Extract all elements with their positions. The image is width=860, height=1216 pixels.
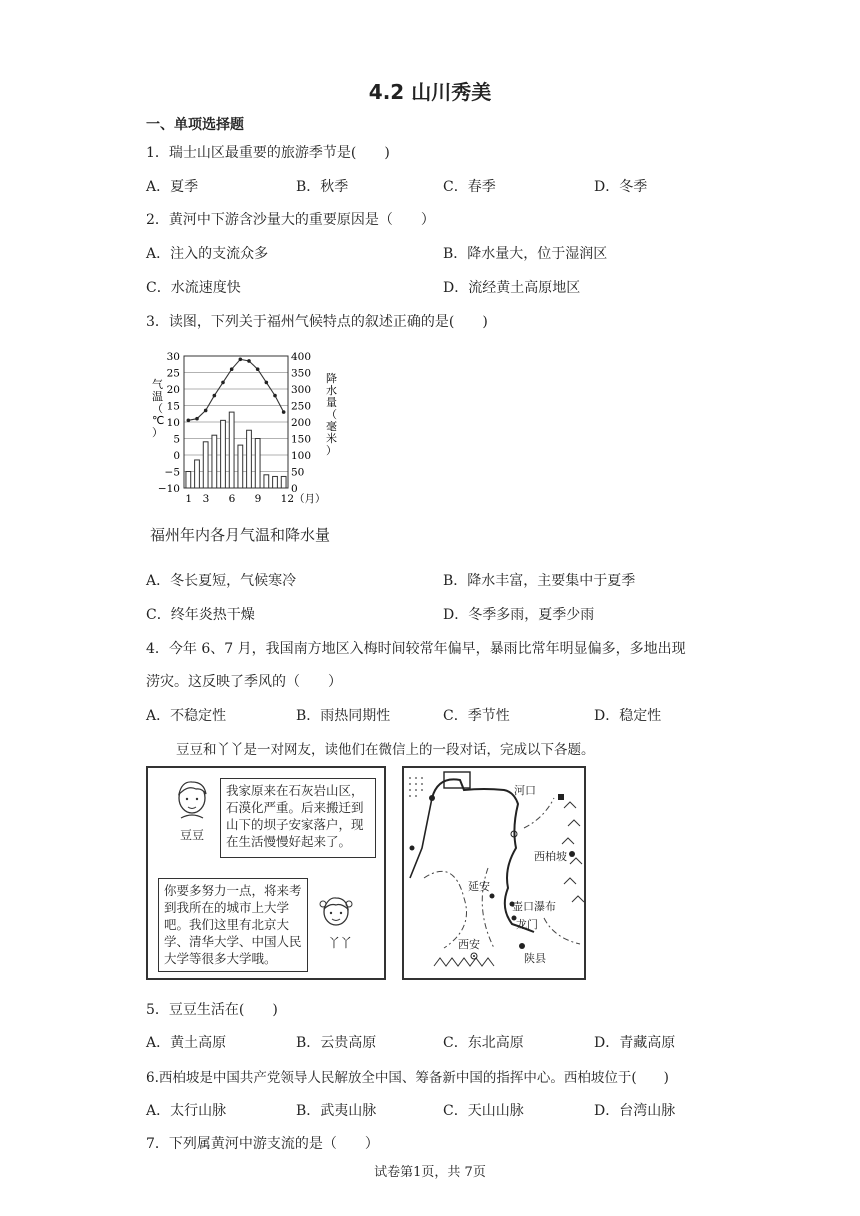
- y-tick-left: −5: [164, 466, 180, 479]
- q5-option-b: B．云贵高原: [296, 1035, 377, 1051]
- temperature-point: [204, 409, 208, 413]
- q2-option-a: A．注入的支流众多: [146, 246, 269, 262]
- q1-option-d: D．冬季: [594, 179, 648, 195]
- y-tick-right: 250: [291, 400, 312, 413]
- y-tick-right: 0: [291, 483, 298, 495]
- temperature-point: [195, 417, 199, 421]
- precipitation-bar: [247, 430, 252, 488]
- question-3: 3．读图，下列关于福州气候特点的叙述正确的是( ): [146, 314, 488, 330]
- q3-option-a: A．冬长夏短，气候寒冷: [146, 573, 297, 589]
- q1-option-a: A．夏季: [146, 179, 199, 195]
- question-6: 6.西柏坡是中国共产党领导人民解放全中国、筹备新中国的指挥中心。西柏坡位于( ): [146, 1070, 669, 1086]
- q2-option-d: D．流经黄土高原地区: [443, 280, 581, 296]
- precipitation-bar: [186, 472, 191, 489]
- yaya-speech: 你要多努力一点，将来考到我所在的城市上大学吧。我们这里有北京大学、清华大学、中国人民大学等很多大学哦。: [158, 878, 308, 972]
- map-label-hekou: 河口: [514, 784, 536, 797]
- temperature-point: [221, 381, 225, 385]
- temperature-point: [230, 367, 234, 371]
- page-footer: 试卷第1页，共 7页: [374, 1165, 486, 1180]
- map-label-longmen: 龙门: [516, 918, 538, 931]
- y-tick-left: 5: [173, 433, 180, 446]
- q6-option-a: A．太行山脉: [146, 1103, 227, 1119]
- precipitation-bar: [273, 476, 278, 488]
- precipitation-bar: [281, 476, 286, 488]
- map-label-xian: 西安: [458, 938, 480, 951]
- q3-option-b: B．降水丰富，主要集中于夏季: [443, 573, 636, 589]
- x-tick-label: 12（月）: [280, 493, 326, 505]
- y-tick-left: 25: [166, 367, 180, 380]
- map-label-hukou-falls: 壶口瀑布: [512, 900, 556, 913]
- x-tick-label: 1: [185, 493, 193, 505]
- q1-option-b: B．秋季: [296, 179, 349, 195]
- temperature-line: [188, 359, 283, 420]
- precipitation-bar: [229, 412, 234, 488]
- precipitation-bar: [255, 439, 260, 489]
- q4-option-d: D．稳定性: [594, 708, 662, 724]
- yaya-avatar: [316, 892, 356, 932]
- question-5: 5．豆豆生活在( ): [146, 1002, 278, 1018]
- q6-option-c: C．天山山脉: [443, 1103, 524, 1119]
- q6-option-b: B．武夷山脉: [296, 1103, 377, 1119]
- question-2: 2．黄河中下游含沙量大的重要原因是（ ）: [146, 212, 435, 228]
- y-tick-left: 0: [173, 450, 180, 462]
- q5-option-d: D．青藏高原: [594, 1035, 676, 1051]
- y-tick-right: 100: [291, 450, 312, 462]
- q4-option-a: A．不稳定性: [146, 708, 227, 724]
- doudou-name: 豆豆: [180, 828, 205, 842]
- q5-option-a: A．黄土高原: [146, 1035, 227, 1051]
- temperature-point: [239, 358, 243, 362]
- y-tick-right: 150: [291, 433, 312, 446]
- section-heading: 一、单项选择题: [146, 117, 244, 133]
- temperature-point: [213, 394, 217, 398]
- precipitation-bar: [238, 445, 243, 488]
- yaya-name: 丫丫: [328, 936, 353, 950]
- temperature-point: [187, 419, 191, 423]
- y-tick-left: −10: [157, 483, 180, 495]
- precipitation-bar: [212, 435, 217, 488]
- precipitation-bar: [221, 420, 226, 488]
- region-map: [402, 766, 586, 980]
- map-label-xibaipo: 西柏坡: [534, 850, 567, 863]
- y-tick-right: 50: [291, 466, 305, 479]
- q4-option-b: B．雨热同期性: [296, 708, 391, 724]
- chart-title: 福州年内各月气温和降水量: [150, 526, 331, 544]
- page-title: 4.2 山川秀美: [368, 80, 492, 104]
- comic-panel: [146, 766, 386, 980]
- question-4-line-2: 涝灾。这反映了季风的（ ）: [146, 674, 342, 690]
- temperature-point: [273, 394, 277, 398]
- map-label-shanxian: 陕县: [524, 952, 546, 965]
- y-tick-left: 20: [166, 384, 180, 396]
- y-axis-label-left: 气温（℃）: [152, 378, 165, 439]
- y-tick-right: 350: [291, 367, 312, 380]
- question-1: 1．瑞士山区最重要的旅游季节是( ): [146, 145, 390, 161]
- question-4-line-1: 4．今年 6、7 月，我国南方地区入梅时间较常年偏早，暴雨比常年明显偏多，多地出现: [146, 641, 686, 657]
- q3-option-d: D．冬季多雨，夏季少雨: [443, 607, 595, 623]
- doudou-avatar: [172, 778, 212, 822]
- temperature-point: [247, 359, 251, 363]
- intro-text: 豆豆和丫丫是一对网友，读他们在微信上的一段对话，完成以下各题。: [176, 742, 595, 758]
- precipitation-bar: [264, 475, 269, 488]
- precipitation-bar: [203, 442, 208, 488]
- q4-option-c: C．季节性: [443, 708, 510, 724]
- y-tick-left: 10: [166, 417, 180, 429]
- y-tick-right: 400: [291, 351, 312, 363]
- q2-option-b: B．降水量大，位于湿润区: [443, 246, 608, 262]
- map-lines: [404, 768, 586, 980]
- y-tick-left: 15: [166, 400, 180, 413]
- y-axis-label-right: 降水量（毫米）: [326, 372, 337, 457]
- q1-option-c: C．春季: [443, 179, 496, 195]
- x-tick-label: 3: [202, 493, 210, 505]
- q5-option-c: C．东北高原: [443, 1035, 524, 1051]
- y-tick-right: 300: [291, 384, 312, 396]
- temperature-point: [265, 381, 269, 385]
- climate-chart: [150, 348, 340, 512]
- x-tick-label: 9: [254, 493, 262, 505]
- q2-option-c: C．水流速度快: [146, 280, 241, 296]
- q3-option-c: C．终年炎热干燥: [146, 607, 255, 623]
- q6-option-d: D．台湾山脉: [594, 1103, 676, 1119]
- precipitation-bar: [195, 460, 200, 488]
- question-7: 7．下列属黄河中游支流的是（ ）: [146, 1136, 379, 1152]
- temperature-point: [282, 410, 286, 414]
- map-label-yanan: 延安: [468, 880, 490, 893]
- y-tick-right: 200: [291, 417, 312, 429]
- doudou-speech: 我家原来在石灰岩山区，石漠化严重。后来搬迁到山下的坝子安家落户，现在生活慢慢好起来了。: [220, 778, 376, 858]
- y-tick-left: 30: [166, 351, 180, 363]
- temperature-point: [256, 367, 260, 371]
- x-tick-label: 6: [228, 493, 236, 505]
